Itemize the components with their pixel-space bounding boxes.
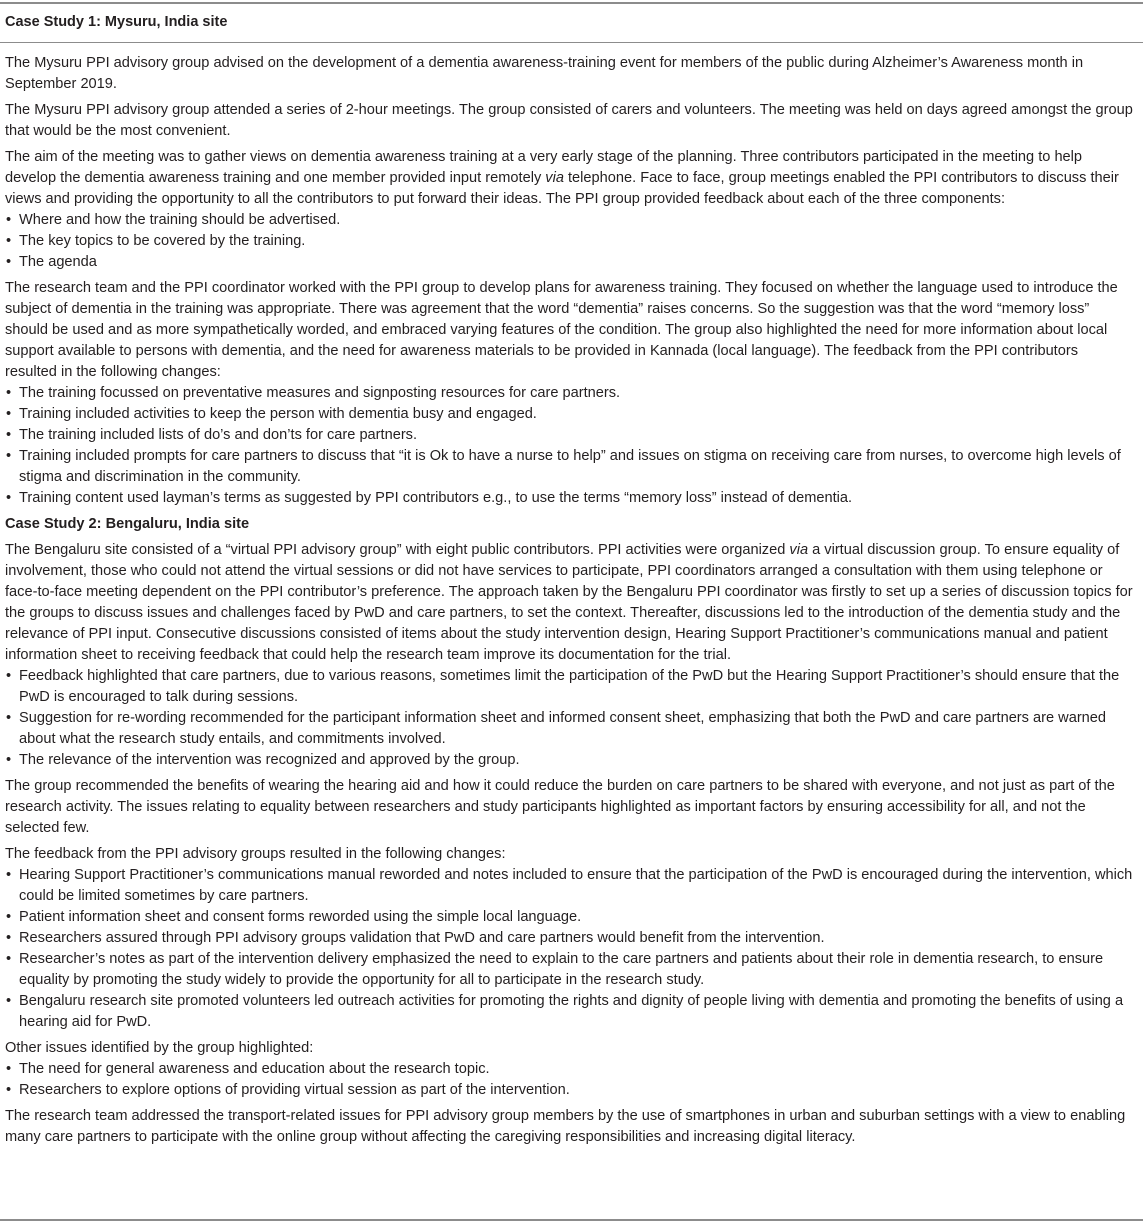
table-bottom-rule — [0, 1219, 1143, 1221]
case2-paragraph-3: The feedback from the PPI advisory groups resulted in the following changes: — [5, 846, 506, 862]
case1-paragraph-2: The Mysuru PPI advisory group attended a series of 2-hour meetings. The group consisted of carers and volunteers. The meeting was held on days agreed amongst the group that would be the most convenient. — [5, 102, 1133, 139]
list-item: • The need for general awareness and education about the research topic. — [5, 1059, 1133, 1080]
list-item: • Researcher’s notes as part of the intervention delivery emphasized the need to explain to the care partners and patients about their role in dementia research, to ensure equality by promoting the study widely to provide the opportunity for all to participate in the research study. — [5, 949, 1133, 991]
case2-paragraph-4: Other issues identified by the group highlighted: — [5, 1040, 314, 1056]
list-item: • The agenda — [5, 252, 1133, 273]
case2-paragraph-1: The Bengaluru site consisted of a “virtual PPI advisory group” with eight public contributors. PPI activities were organized via a virtual discussion group. To ensure equality of involvement, those who could not attend the virtual sessions or did not have services to participate, PPI coordinators arranged a consultation with them using telephone or face-to-face meeting dependent on the PPI contributor’s preference. The approach taken by the Bengaluru PPI coordinator was firstly to set up a series of discussion topics for the groups to discuss issues and challenges faced by PwD and care partners, to set the context. Thereafter, discussions led to the introduction of the dementia study and the relevance of PPI input. Consecutive discussions consisted of items about the study intervention design, Hearing Support Practitioner’s communications manual and patient information sheet to receiving feedback that could help the research team improve its documentation for the trial. — [5, 542, 1133, 663]
list-item: • The relevance of the intervention was recognized and approved by the group. — [5, 750, 1133, 771]
list-item: • Training included activities to keep the person with dementia busy and engaged. — [5, 404, 1133, 425]
case2-other-issues-list — [5, 1059, 1133, 1101]
case1-paragraph-4: The research team and the PPI coordinator worked with the PPI group to develop plans for awareness training. They focused on whether the language used to introduce the subject of dementia in the training was appropriate. There was agreement that the word “dementia” raises concerns. So the suggestion was that the word “memory loss” should be used and as more sympathetically worded, and embraced varying features of the condition. The group also highlighted the need for more information about local support available to persons with dementia, and the need for awareness materials to be provided in Kannada (local language). The feedback from the PPI contributors resulted in the following changes: — [5, 280, 1118, 380]
list-item: • Feedback highlighted that care partners, due to various reasons, sometimes limit the participation of the PwD but the Hearing Support Practitioner’s should ensure that the PwD is encouraged to talk during sessions. — [5, 666, 1133, 708]
case1-paragraph-3: The aim of the meeting was to gather views on dementia awareness training at a very early stage of the planning. Three contributors participated in the meeting to help develop the dementia awareness training and one member provided input remotely via telephone. Face to face, group meetings enabled the PPI contributors to discuss their views and providing the opportunity to all the contributors to put forward their ideas. The PPI group provided feedback about each of the three components: — [5, 149, 1119, 207]
table-top-rule — [0, 2, 1143, 4]
list-item: • Training content used layman’s terms as suggested by PPI contributors e.g., to use the terms “memory loss” instead of dementia. — [5, 488, 1133, 509]
list-item: • The key topics to be covered by the training. — [5, 231, 1133, 252]
case-study-1-title: Case Study 1: Mysuru, India site — [5, 14, 228, 30]
list-item: • Bengaluru research site promoted volunteers led outreach activities for promoting the rights and dignity of people living with dementia and promoting the benefits of using a hearing aid for PwD. — [5, 991, 1133, 1033]
list-item: • Suggestion for re-wording recommended for the participant information sheet and informed consent sheet, emphasizing that both the PwD and care partners are warned about what the research study entails, and commitments involved. — [5, 708, 1133, 750]
case2-paragraph-2: The group recommended the benefits of wearing the hearing aid and how it could reduce the burden on care partners to be shared with everyone, and not just as part of the research activity. The issues relating to equality between researchers and study participants highlighted as important factors by ensuring accessibility for all, and not the selected few. — [5, 778, 1115, 836]
case1-paragraph-1: The Mysuru PPI advisory group advised on the development of a dementia awareness-training event for members of the public during Alzheimer’s Awareness month in September 2019. — [5, 55, 1084, 92]
case-study-2-title: Case Study 2: Bengaluru, India site — [5, 516, 250, 532]
case1-changes-list — [5, 383, 1133, 509]
case1-components-list — [5, 210, 1133, 273]
list-item: • The training included lists of do’s and don’ts for care partners. — [5, 425, 1133, 446]
case2-feedback-list — [5, 666, 1133, 771]
list-item: • Training included prompts for care partners to discuss that “it is Ok to have a nurse to help” and issues on stigma on receiving care from nurses, to overcome high levels of stigma and discrimination in the community. — [5, 446, 1133, 488]
table-body — [5, 53, 1133, 1153]
list-item: • The training focussed on preventative measures and signposting resources for care partners. — [5, 383, 1133, 404]
list-item: • Researchers assured through PPI advisory groups validation that PwD and care partners would benefit from the intervention. — [5, 928, 1133, 949]
list-item: • Patient information sheet and consent forms reworded using the simple local language. — [5, 907, 1133, 928]
list-item: • Where and how the training should be advertised. — [5, 210, 1133, 231]
header-divider — [0, 42, 1143, 43]
list-item: • Researchers to explore options of providing virtual session as part of the intervention. — [5, 1080, 1133, 1101]
case2-changes-list — [5, 865, 1133, 1033]
case2-paragraph-5: The research team addressed the transport-related issues for PPI advisory group members by the use of smartphones in urban and suburban settings with a view to enabling many care partners to participate with the online group without affecting the caregiving responsibilities and increasing digital literacy. — [5, 1108, 1126, 1145]
list-item: • Hearing Support Practitioner’s communications manual reworded and notes included to ensure that the participation of the PwD is encouraged during the intervention, which could be limited sometimes by care partners. — [5, 865, 1133, 907]
